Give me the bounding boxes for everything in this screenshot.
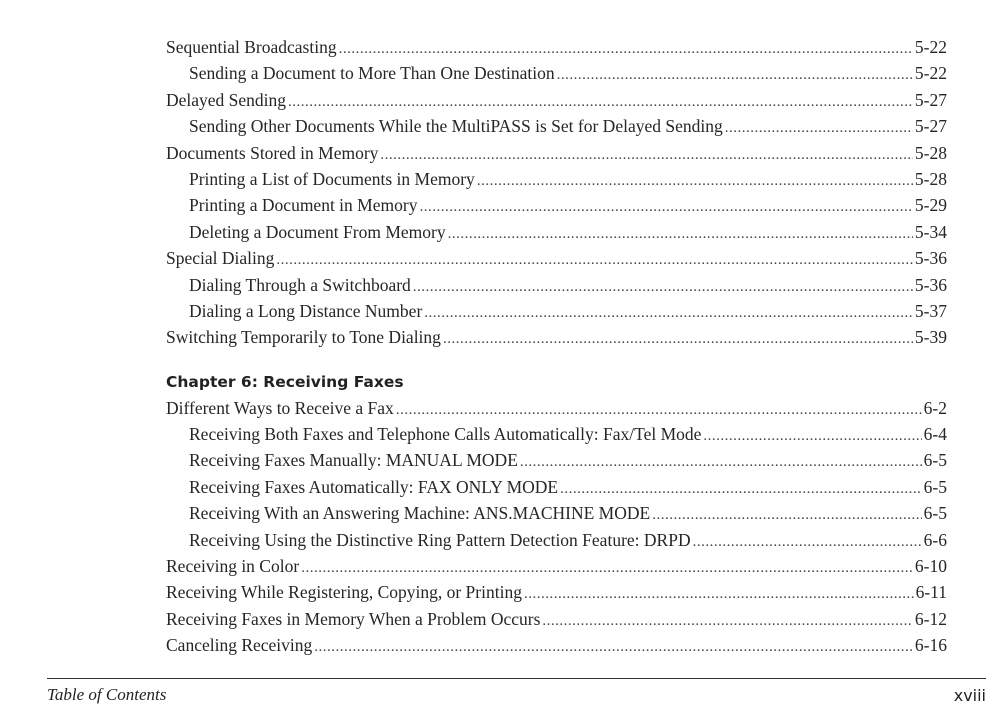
dot-leader (339, 36, 913, 62)
toc-entry-page: 6-5 (923, 503, 947, 524)
toc-entry-page: 5-27 (914, 89, 947, 110)
dot-leader (703, 423, 921, 449)
toc-subentry[interactable] (166, 474, 947, 500)
toc-entry[interactable] (166, 140, 947, 166)
toc-entry[interactable] (166, 579, 947, 605)
dot-leader (693, 529, 922, 555)
toc-entry-title: Sending Other Documents While the MultiPASS is Set for Delayed Sending (189, 116, 723, 137)
dot-leader (413, 274, 913, 300)
dot-leader (424, 300, 913, 326)
toc-entry-title: Receiving Faxes Automatically: FAX ONLY MODE (189, 476, 559, 497)
dot-leader (725, 115, 913, 141)
toc-entry-title: Receiving Using the Distinctive Ring Pattern Detection Feature: DRPD (189, 529, 691, 550)
toc-subentry[interactable] (166, 447, 947, 473)
toc-entry-page: 6-5 (923, 450, 947, 471)
toc-entry-page: 6-2 (923, 397, 947, 418)
toc-entry-title: Dialing a Long Distance Number (189, 300, 423, 321)
dot-leader (301, 555, 913, 581)
toc-entry-page: 6-5 (923, 476, 947, 497)
toc-entry-title: Receiving With an Answering Machine: ANS.MACHINE MODE (189, 503, 651, 524)
toc-entry-title: Sequential Broadcasting (166, 37, 337, 57)
dot-leader (520, 449, 922, 475)
toc-entry-title: Delayed Sending (166, 89, 287, 110)
toc-entry-page: 5-27 (914, 116, 947, 137)
toc-entry-title: Deleting a Document From Memory (189, 221, 446, 242)
dot-leader (380, 142, 913, 168)
toc-entry[interactable] (166, 553, 947, 579)
toc-entry-page: 5-36 (914, 248, 947, 269)
toc-entry-page: 5-28 (914, 168, 947, 189)
toc-entry-page: 5-22 (914, 37, 947, 57)
toc-subentry[interactable] (166, 298, 947, 324)
toc-entry-page: 5-22 (914, 63, 947, 84)
toc-subentry[interactable] (166, 192, 947, 218)
toc-entry-page: 5-29 (914, 195, 947, 216)
page-number: xviii (953, 686, 986, 705)
toc-entry-title: Canceling Receiving (166, 635, 313, 656)
toc-entry-page: 5-28 (914, 142, 947, 163)
dot-leader (524, 581, 914, 607)
toc-entry-title: Different Ways to Receive a Fax (166, 397, 394, 418)
toc-entry[interactable] (166, 34, 947, 60)
toc-entry[interactable] (166, 395, 947, 421)
toc-entry-title: Receiving Faxes in Memory When a Problem Occurs (166, 608, 541, 629)
toc-entry-title: Documents Stored in Memory (166, 142, 379, 163)
toc-subentry[interactable] (166, 421, 947, 447)
toc-entry-page: 6-10 (914, 556, 947, 577)
dot-leader (443, 326, 913, 352)
dot-leader (396, 397, 922, 423)
toc-entry-title: Receiving While Registering, Copying, or Printing (166, 582, 522, 603)
toc-subentry[interactable] (166, 219, 947, 245)
toc-entry-page: 5-39 (914, 327, 947, 348)
toc-entry[interactable] (166, 324, 947, 350)
toc-subentry[interactable] (166, 166, 947, 192)
toc-entry-title: Receiving in Color (166, 556, 300, 577)
toc-entry-title: Receiving Faxes Manually: MANUAL MODE (189, 450, 518, 471)
dot-leader (419, 194, 912, 220)
toc-entry-title: Printing a List of Documents in Memory (189, 168, 475, 189)
toc-entry-title: Printing a Document in Memory (189, 195, 418, 216)
footer-divider (47, 678, 986, 679)
toc-entry-page: 5-36 (914, 274, 947, 295)
chapter-heading[interactable]: Chapter 6: Receiving Faxes (166, 372, 404, 391)
toc-entry-page: 6-4 (923, 424, 947, 445)
toc-entry-page: 6-6 (923, 529, 947, 550)
toc-subentry[interactable] (166, 527, 947, 553)
toc-entry[interactable] (166, 632, 947, 658)
toc-subentry[interactable] (166, 113, 947, 139)
toc-entry-page: 6-16 (914, 635, 947, 656)
dot-leader (542, 608, 913, 634)
toc-entry[interactable] (166, 606, 947, 632)
dot-leader (652, 502, 921, 528)
dot-leader (314, 634, 913, 660)
toc-entry[interactable] (166, 245, 947, 271)
table-of-contents (166, 34, 947, 659)
toc-entry[interactable] (166, 87, 947, 113)
toc-entry-title: Sending a Document to More Than One Destination (189, 63, 555, 84)
dot-leader (477, 168, 913, 194)
toc-subentry[interactable] (166, 272, 947, 298)
toc-entry-page: 5-37 (914, 300, 947, 321)
dot-leader (557, 62, 913, 88)
toc-subentry[interactable] (166, 500, 947, 526)
dot-leader (288, 89, 913, 115)
dot-leader (276, 247, 913, 273)
dot-leader (448, 221, 913, 247)
toc-entry-page: 6-11 (915, 582, 947, 603)
toc-entry-title: Switching Temporarily to Tone Dialing (166, 327, 441, 348)
toc-entry-page: 5-34 (914, 221, 947, 242)
toc-entry-title: Special Dialing (166, 248, 275, 269)
toc-entry-title: Dialing Through a Switchboard (189, 274, 411, 295)
toc-entry-title: Receiving Both Faxes and Telephone Calls Automatically: Fax/Tel Mode (189, 424, 702, 445)
dot-leader (560, 476, 922, 502)
toc-subentry[interactable] (166, 60, 947, 86)
footer-label: Table of Contents (47, 685, 167, 704)
toc-entry-page: 6-12 (914, 608, 947, 629)
